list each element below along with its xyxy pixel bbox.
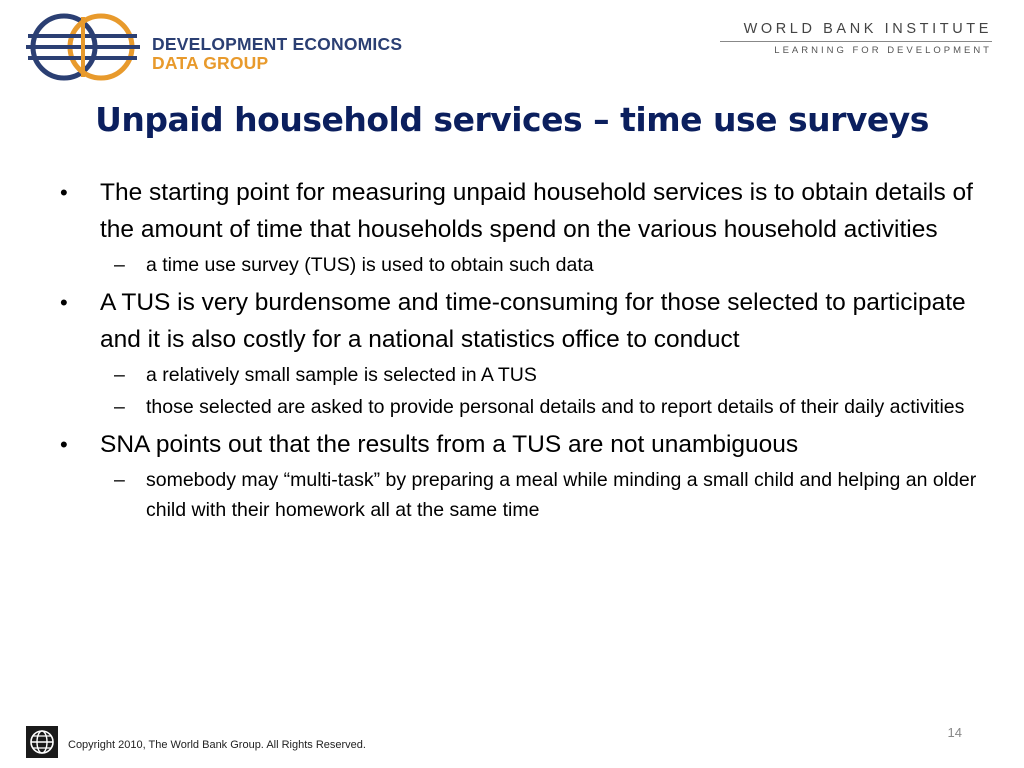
bullet-text: The starting point for measuring unpaid household services is to obtain details of the amount of time that households spend on the various household activities [100,179,973,243]
sub-bullet-text: somebody may “multi-task” by preparing a meal while minding a small child and helping an older child with their homework all at the same time [146,469,977,521]
dash-icon: – [114,469,125,491]
slide-title: Unpaid household services – time use surveys [95,100,929,139]
dedg-logo [22,12,403,82]
bullet-icon: • [60,290,68,315]
sub-bullet-item [52,465,982,525]
bullet-item [52,426,982,463]
bullet-item [52,284,982,358]
wbi-logo [720,20,992,57]
sub-bullet-text: those selected are asked to provide personal details and to report details of their daily activities [146,396,965,418]
logo-line1: DEVELOPMENT ECONOMICS [152,34,403,54]
sub-bullet-text: a time use survey (TUS) is used to obtain such data [146,254,594,276]
logo-line2: DATA GROUP [152,53,269,73]
slide-content [52,170,982,525]
wbi-subtitle: LEARNING FOR DEVELOPMENT [774,45,992,56]
bullet-icon: • [60,180,68,205]
sub-bullet-item [52,360,982,390]
sub-bullet-text: a relatively small sample is selected in A TUS [146,364,537,386]
page-number: 14 [947,725,962,740]
dash-icon: – [114,254,125,276]
dedg-globe-icon [22,12,147,82]
bullet-icon: • [60,432,68,457]
world-bank-globe-icon [26,726,58,758]
sub-bullet-item [52,250,982,280]
bullet-item [52,174,982,248]
dash-icon: – [114,396,125,418]
wbi-title: WORLD BANK INSTITUTE [743,21,992,37]
bullet-text: SNA points out that the results from a TUS are not unambiguous [100,431,799,458]
bullet-text: A TUS is very burdensome and time-consuming for those selected to participate and it is also costly for a national statistics office to conduct [100,289,966,353]
wbi-divider [720,41,992,42]
sub-bullet-item [52,392,982,422]
copyright-text: Copyright 2010, The World Bank Group. All Rights Reserved. [68,739,366,751]
dash-icon: – [114,364,125,386]
